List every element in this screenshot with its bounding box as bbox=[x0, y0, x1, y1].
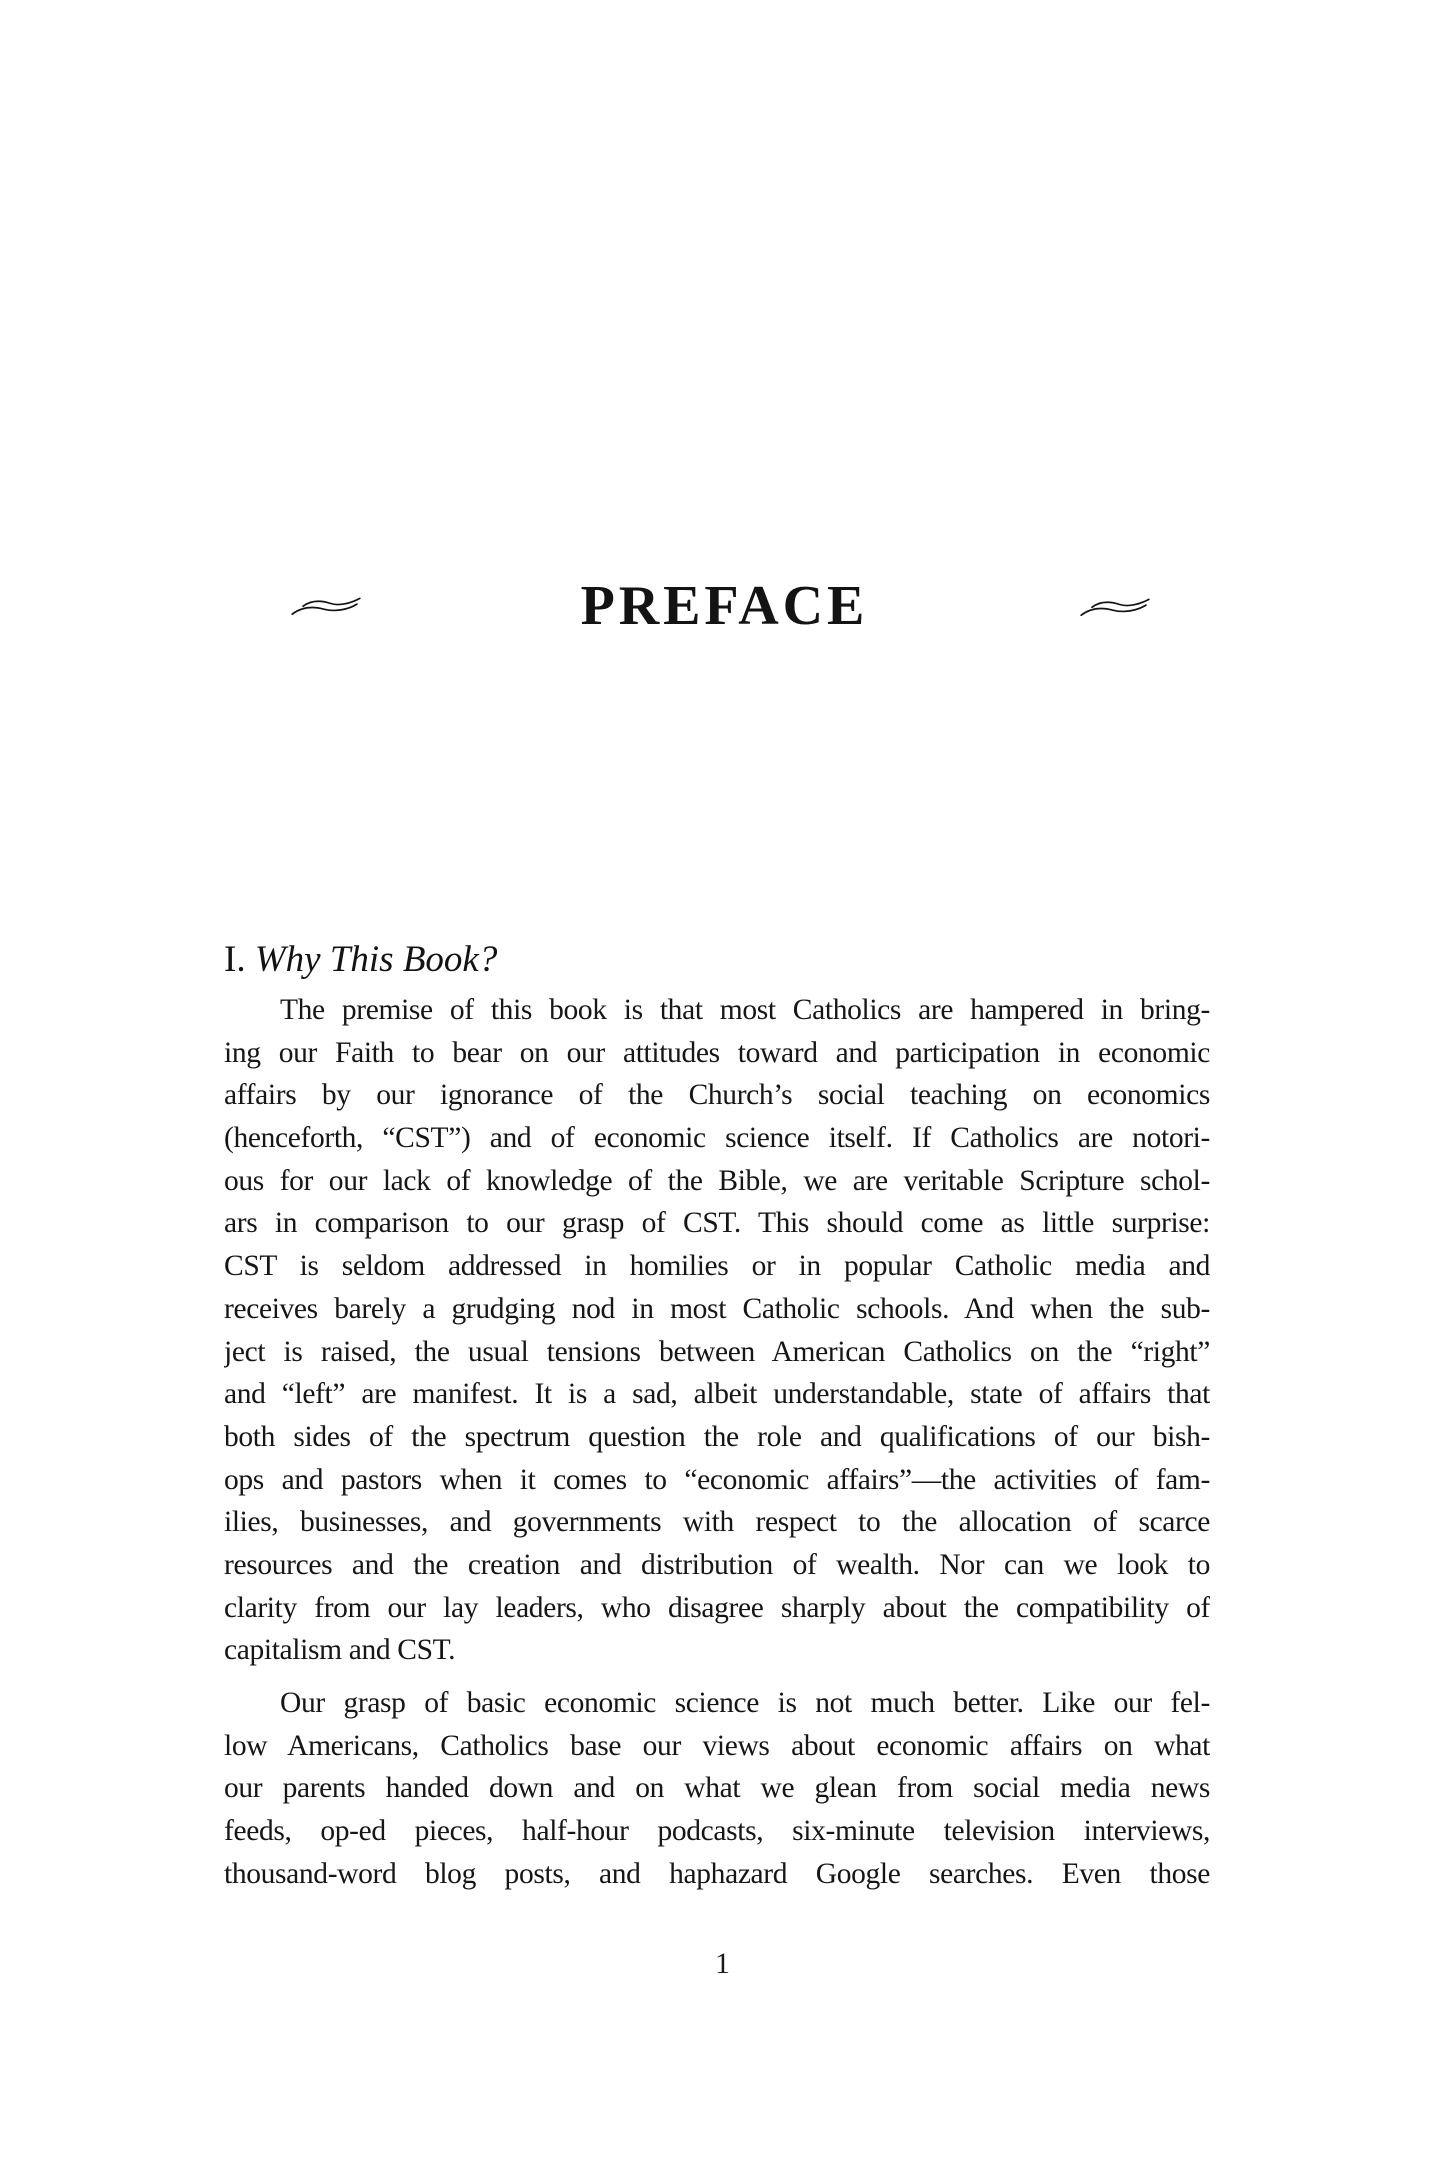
text-line: ject is raised, the usual tensions between American Catholics on the “right” bbox=[224, 1335, 1210, 1368]
paragraph bbox=[224, 989, 1210, 1672]
text-line: Our grasp of basic economic science is not much better. Like our fel- bbox=[280, 1687, 1210, 1719]
body-text bbox=[224, 989, 1210, 1895]
text-line: clarity from our lay leaders, who disagree sharply about the compatibility of bbox=[224, 1591, 1210, 1624]
text-line: low Americans, Catholics base our views about economic affairs on what bbox=[224, 1729, 1210, 1762]
text-line: The premise of this book is that most Catholics are hampered in bring- bbox=[280, 994, 1210, 1026]
text-line: affairs by our ignorance of the Church’s social teaching on economics bbox=[224, 1079, 1210, 1112]
text-line: ilies, businesses, and governments with respect to the allocation of scarce bbox=[224, 1506, 1210, 1539]
text-line: our parents handed down and on what we glean from social media news bbox=[224, 1772, 1210, 1805]
text-line: ops and pastors when it comes to “economic affairs”—the activities of fam- bbox=[224, 1463, 1210, 1496]
text-line: ing our Faith to bear on our attitudes toward and participation in economic bbox=[224, 1036, 1210, 1069]
section-title: Why This Book? bbox=[254, 939, 498, 980]
text-line: and “left” are manifest. It is a sad, albeit understandable, state of affairs that bbox=[224, 1378, 1210, 1411]
text-line: both sides of the spectrum question the role and qualifications of our bish- bbox=[224, 1420, 1210, 1453]
text-line: ars in comparison to our grasp of CST. This should come as little surprise: bbox=[224, 1207, 1210, 1240]
chapter-title: PREFACE bbox=[580, 575, 869, 637]
page-number: 1 bbox=[715, 1947, 730, 1980]
text-line: ous for our lack of knowledge of the Bible, we are veritable Scripture schol- bbox=[224, 1164, 1210, 1197]
text-line: CST is seldom addressed in homilies or in popular Catholic media and bbox=[224, 1250, 1210, 1283]
text-line: capitalism and CST. bbox=[224, 1634, 456, 1667]
text-line: thousand-word blog posts, and haphazard Google searches. Even those bbox=[224, 1857, 1210, 1890]
paragraph bbox=[224, 1682, 1210, 1895]
text-line: feeds, op-ed pieces, half-hour podcasts, six-minute television interviews, bbox=[224, 1815, 1210, 1848]
section-heading bbox=[224, 938, 497, 982]
section-number: I. bbox=[224, 939, 255, 980]
wave-flourish-icon bbox=[290, 594, 362, 620]
text-line: (henceforth, “CST”) and of economic science itself. If Catholics are notori- bbox=[224, 1122, 1210, 1155]
wave-flourish-icon bbox=[1079, 595, 1151, 621]
text-line: resources and the creation and distribution of wealth. Nor can we look to bbox=[224, 1548, 1210, 1581]
text-line: receives barely a grudging nod in most Catholic schools. And when the sub- bbox=[224, 1292, 1210, 1325]
